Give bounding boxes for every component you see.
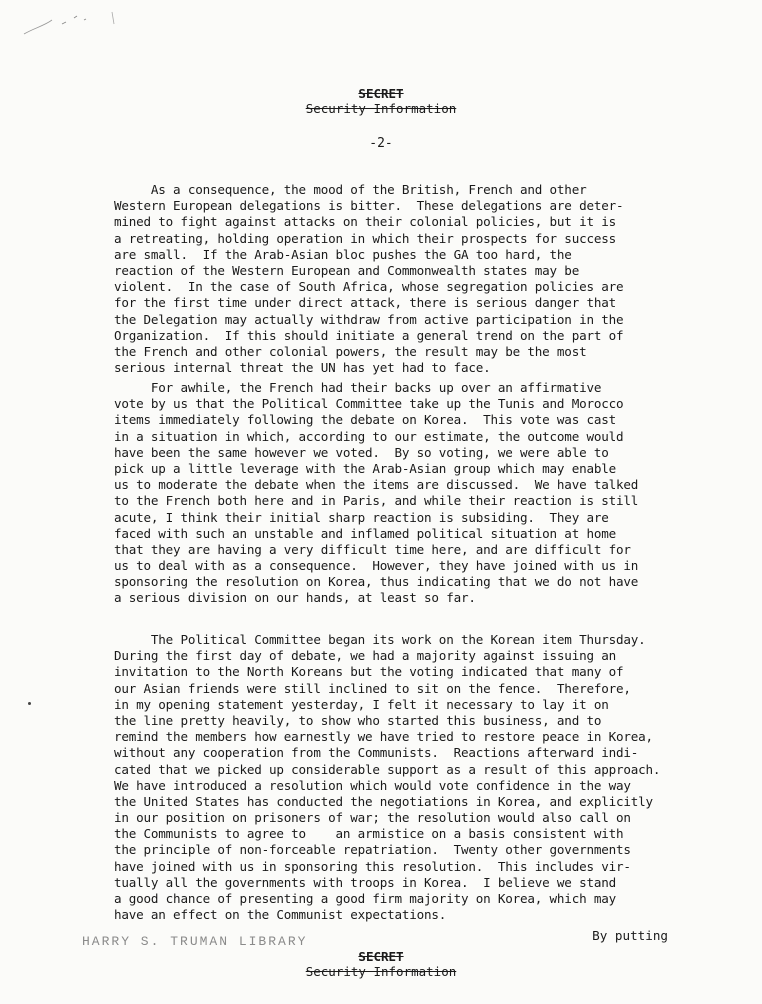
text-line: have been the same however we voted. By so voting, we were able to [114,444,609,460]
text-line: a serious division on our hands, at least so far. [114,590,476,606]
footer-secret: SECRET [358,949,404,964]
text-line: Organization. If this should initiate a general trend on the part of [114,327,624,343]
text-line: mined to fight against attacks on their colonial policies, but it is [114,214,616,230]
paragraph-3 [114,632,734,923]
text-line: the Communists to agree to an armistice on a basis consistent with [114,826,624,842]
text-line: us to deal with as a consequence. However, they have joined with us in [114,558,639,574]
paragraph-2 [114,380,734,607]
text-line: invitation to the North Koreans but the voting indicated that many of [114,664,624,680]
text-line: tually all the governments with troops in Korea. I believe we stand [114,874,616,890]
text-line: us to moderate the debate when the items are discussed. We have talked [114,477,639,493]
text-line: acute, I think their initial sharp reaction is subsiding. They are [114,509,609,525]
margin-mark [28,702,31,705]
text-line: to the French both here and in Paris, and while their reaction is still [114,493,639,509]
text-line: cated that we picked up considerable support as a result of this approach. [114,761,661,777]
text-line: the Delegation may actually withdraw from active participation in the [114,311,624,327]
page-number: -2- [369,136,393,151]
text-line: The Political Committee began its work on the Korean item Thursday. [114,632,646,647]
text-line: the line pretty heavily, to show who started this business, and to [114,712,602,728]
text-line: are small. If the Arab-Asian bloc pushes the GA too hard, the [114,246,572,262]
text-line: have joined with us in sponsoring this resolution. This includes vir- [114,858,631,874]
paragraph-1 [114,182,734,376]
text-line: without any cooperation from the Communists. Reactions afterward indi- [114,745,639,761]
header-classification [0,86,762,101]
text-line: for the first time under direct attack, there is serious danger that [114,295,616,311]
text-line: During the first day of debate, we had a majority against issuing an [114,648,616,664]
text-line: reaction of the Western European and Commonwealth states may be [114,262,580,278]
text-line: in our position on prisoners of war; the resolution would also call on [114,810,631,826]
text-line: that they are having a very difficult time here, and are difficult for [114,541,631,557]
continuation-catchword: By putting [592,928,668,943]
text-line: the United States has conducted the negotiations in Korea, and explicitly [114,793,653,809]
footer-security-information: Security Information [305,964,457,979]
classification-security-information: Security Information [305,101,457,116]
text-line: a retreating, holding operation in which their prospects for success [114,230,616,246]
footer-classification [0,949,762,964]
text-line: items immediately following the debate on Korea. This vote was cast [114,412,616,428]
paper-scuff-marks [22,6,142,40]
text-line: in a situation in which, according to our estimate, the outcome would [114,428,624,444]
text-line: violent. In the case of South Africa, whose segregation policies are [114,279,624,295]
text-line: For awhile, the French had their backs up over an affirmative [114,380,602,395]
text-line: Western European delegations is bitter. These delegations are deter- [114,198,624,214]
classification-secret: SECRET [358,86,404,101]
text-line: in my opening statement yesterday, I felt it necessary to lay it on [114,696,609,712]
text-line: remind the members how earnestly we have tried to restore peace in Korea, [114,729,653,745]
text-line: our Asian friends were still inclined to sit on the fence. Therefore, [114,680,631,696]
text-line: pick up a little leverage with the Arab-Asian group which may enable [114,460,616,476]
text-line: have an effect on the Communist expectations. [114,907,447,923]
text-line: a good chance of presenting a good firm majority on Korea, which may [114,891,616,906]
text-line: vote by us that the Political Committee take up the Tunis and Morocco [114,396,624,412]
footer-subclassification [0,964,762,979]
text-line: the French and other colonial powers, the result may be the most [114,343,587,359]
library-stamp: HARRY S. TRUMAN LIBRARY [82,934,308,949]
header-subclassification [0,101,762,116]
text-line: sponsoring the resolution on Korea, thus indicating that we do not have [114,574,639,590]
text-line: faced with such an unstable and inflamed political situation at home [114,525,616,541]
text-line: the principle of non-forceable repatriation. Twenty other governments [114,842,631,858]
text-line: As a consequence, the mood of the British, French and other [114,182,587,197]
text-line: We have introduced a resolution which would vote confidence in the way [114,777,631,793]
text-line: serious internal threat the UN has yet had to face. [114,360,491,376]
